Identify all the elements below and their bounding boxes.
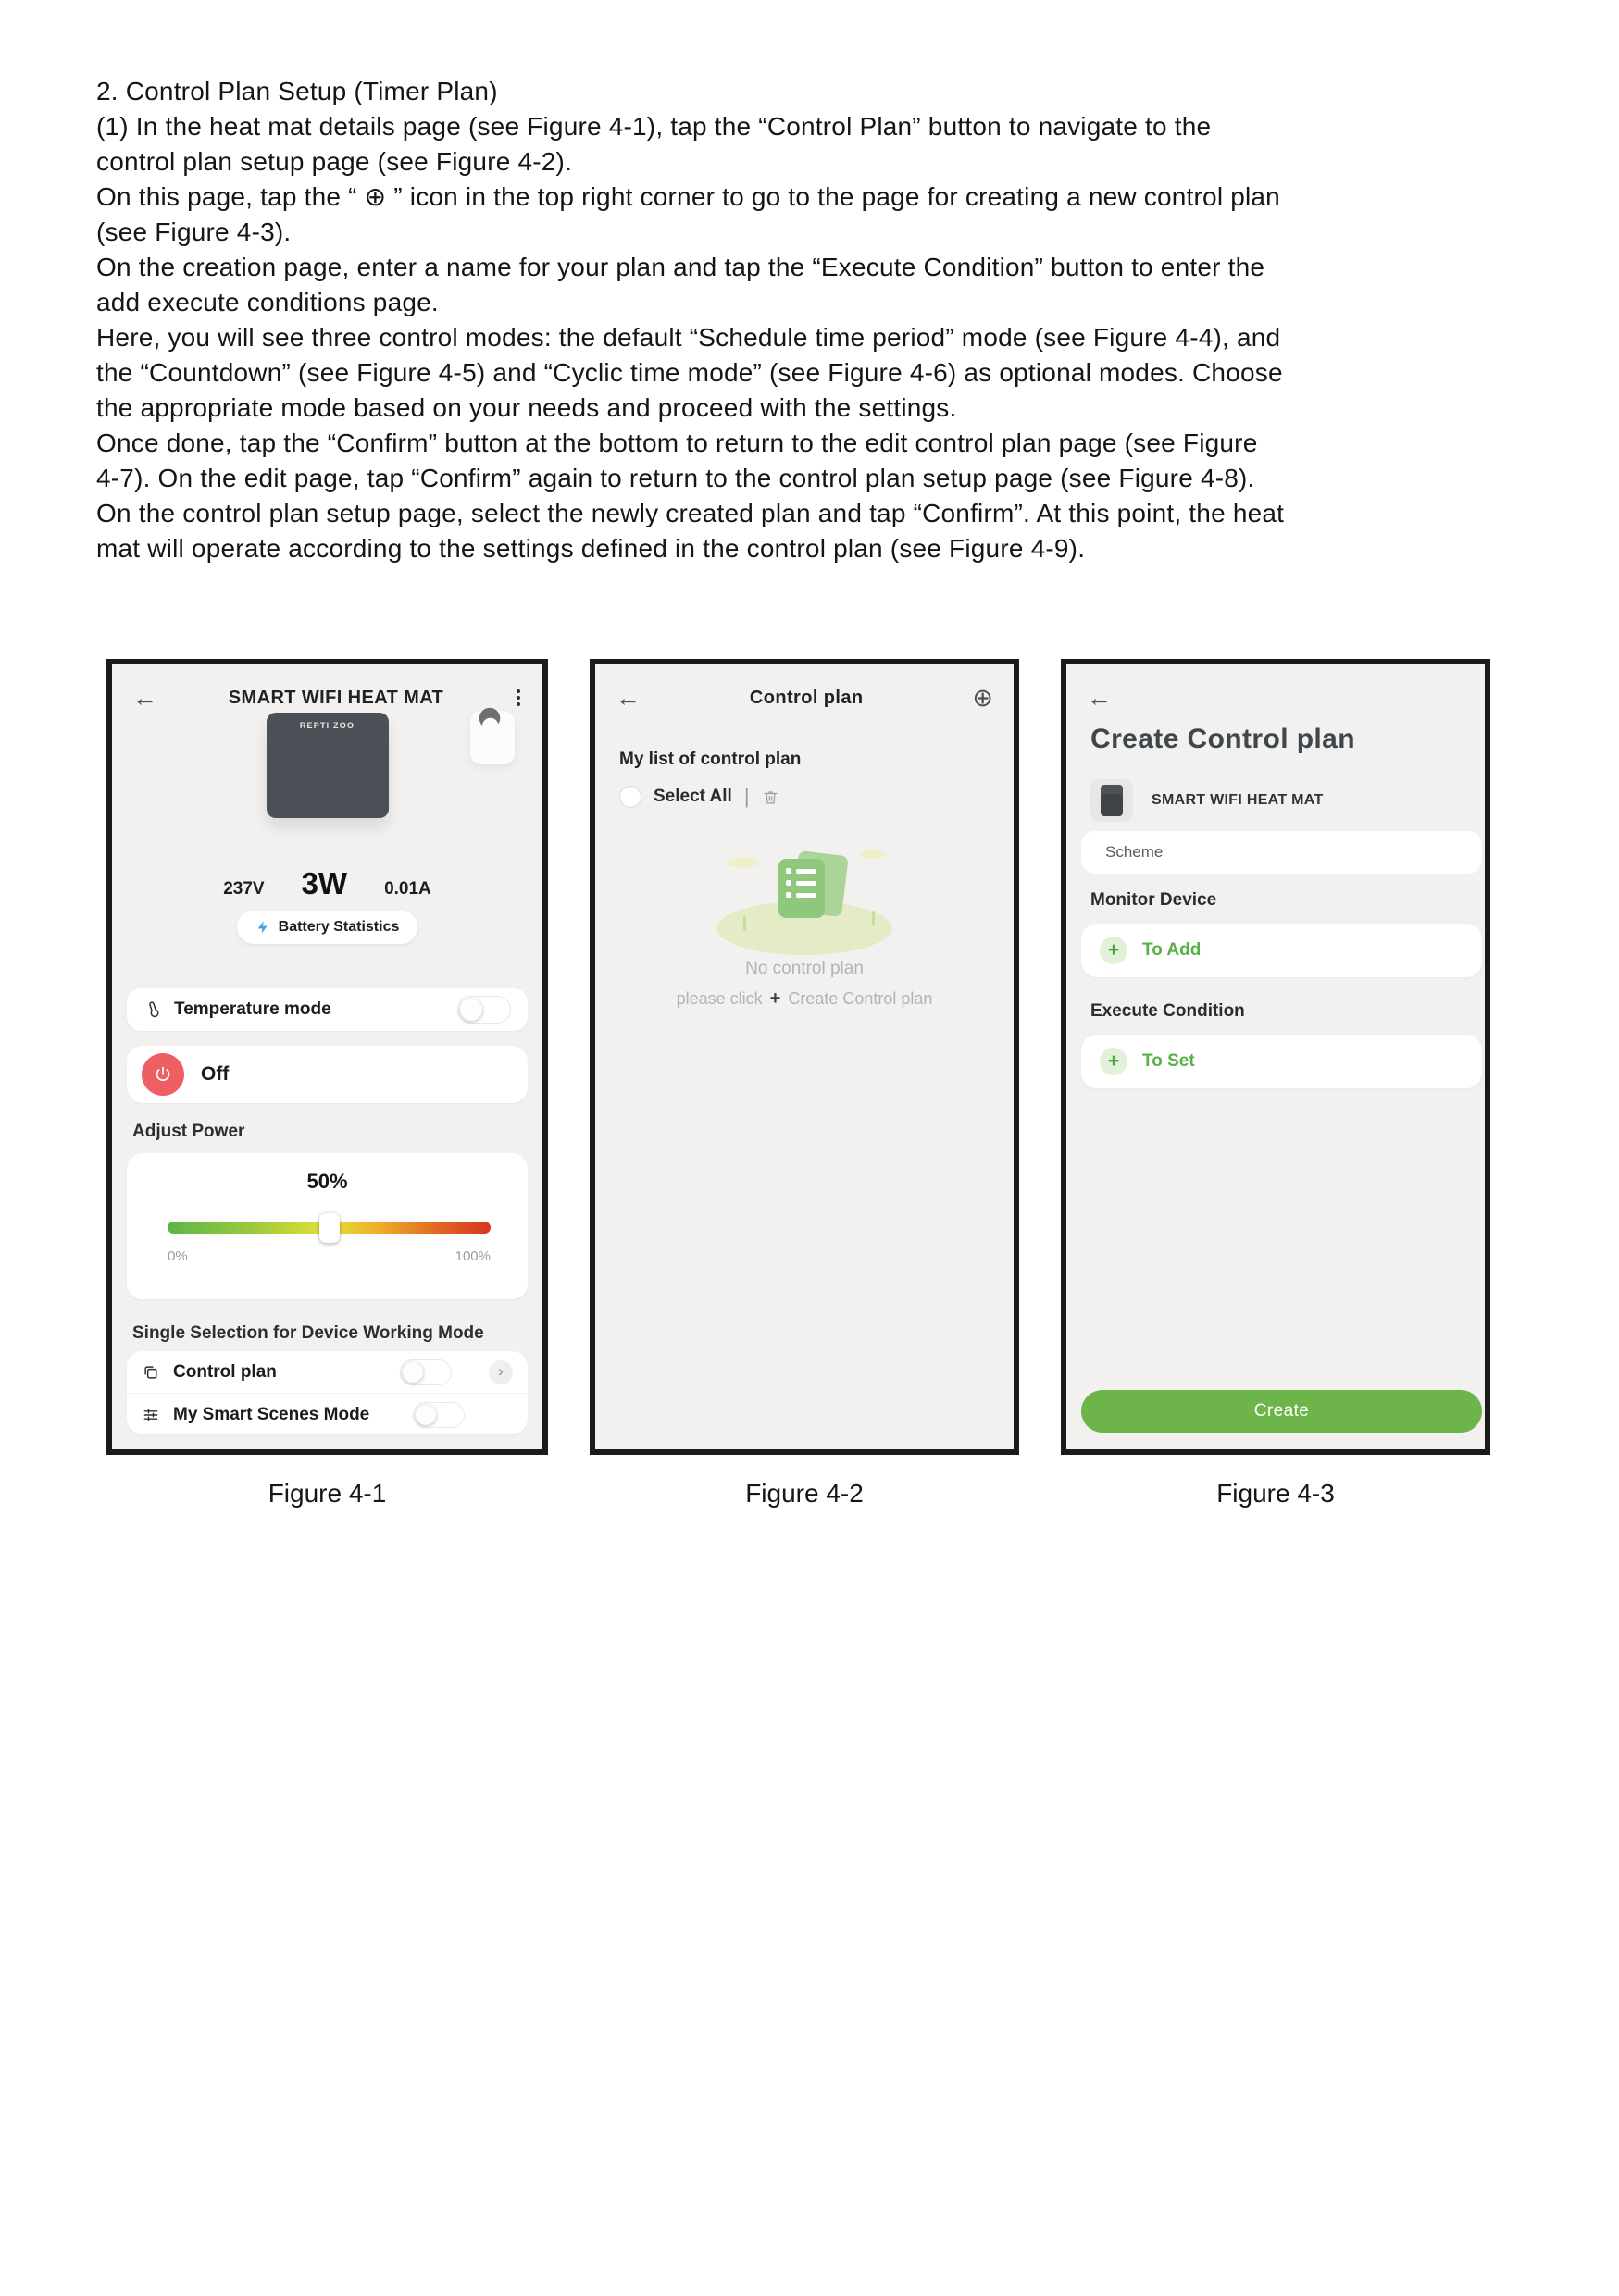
create-button[interactable] [1081, 1390, 1482, 1433]
figure-captions [106, 1479, 1490, 1508]
doc-line: On the control plan setup page, select the newly created plan and tap “Confirm”. At this point, the heat [96, 499, 1285, 527]
device-name: SMART WIFI HEAT MAT [1152, 792, 1324, 808]
figure-caption: Figure 4-1 [268, 1479, 387, 1508]
monitor-device-label: Monitor Device [1090, 890, 1217, 910]
power-slider-track[interactable] [168, 1222, 491, 1234]
thermometer-icon [143, 999, 162, 1020]
power-slider-thumb[interactable] [319, 1213, 340, 1243]
adjust-power-label: Adjust Power [132, 1122, 245, 1141]
heat-mat-image [267, 713, 389, 818]
doc-line: Once done, tap the “Confirm” button at the bottom to return to the edit control plan page (see Figure [96, 428, 1258, 457]
copy-icon [142, 1363, 160, 1382]
phone1-header [132, 685, 522, 711]
empty-state-illustration [703, 848, 906, 955]
smart-scenes-label: My Smart Scenes Mode [173, 1404, 370, 1424]
battery-statistics-button[interactable] [237, 911, 418, 944]
chevron-right-icon[interactable]: › [489, 1360, 513, 1384]
doc-line: 2. Control Plan Setup (Timer Plan) [96, 77, 498, 105]
figure-caption: Figure 4-2 [745, 1479, 864, 1508]
select-all-row [619, 785, 779, 809]
doc-line: control plan setup page (see Figure 4-2). [96, 147, 573, 176]
empty-state-hint [595, 988, 1014, 1010]
phone-screenshot-figure-4-3 [1061, 659, 1490, 1455]
temperature-mode-label: Temperature mode [174, 999, 331, 1019]
working-mode-section-label: Single Selection for Device Working Mode [132, 1323, 484, 1343]
create-button-label: Create [1253, 1401, 1310, 1421]
device-logo: REPTI ZOO [299, 721, 355, 730]
slider-max-label: 100% [455, 1248, 491, 1264]
scheme-input[interactable] [1081, 831, 1482, 874]
doc-line: the “Countdown” (see Figure 4-5) and “Cyclic time mode” (see Figure 4-6) as optional modes. Choose [96, 358, 1283, 387]
sliders-icon [142, 1406, 160, 1424]
working-mode-card [127, 1351, 528, 1434]
to-add-card[interactable] [1081, 924, 1482, 977]
figures-row [106, 659, 1490, 1455]
phone3-header [1087, 685, 1464, 711]
to-set-card[interactable] [1081, 1035, 1482, 1088]
slider-value: 50% [306, 1170, 348, 1193]
hint-suffix: Create Control plan [788, 989, 933, 1008]
empty-state-title: No control plan [745, 959, 864, 978]
doc-line: (1) In the heat mat details page (see Figure 4-1), tap the “Control Plan” button to navigate to the [96, 112, 1212, 141]
plus-icon: + [1100, 937, 1127, 964]
phone2-title: Control plan [749, 687, 864, 708]
doc-line: the appropriate mode based on your needs and proceed with the settings. [96, 393, 957, 422]
hint-prefix: please click [676, 989, 763, 1008]
create-plan-title: Create Control plan [1090, 724, 1355, 754]
phone-screenshot-figure-4-2 [590, 659, 1019, 1455]
phone1-title: SMART WIFI HEAT MAT [228, 687, 444, 708]
power-stats [112, 866, 542, 901]
power-slider-card [127, 1153, 528, 1299]
voltage-value: 237V [223, 879, 265, 899]
doc-line: On this page, tap the “ ⊕ ” icon in the top right corner to go to the page for creating a new control plan [96, 182, 1280, 211]
execute-condition-label: Execute Condition [1090, 1001, 1245, 1021]
doc-line: Here, you will see three control modes: the default “Schedule time period” mode (see Figure 4-4), and [96, 323, 1281, 352]
smart-scenes-row[interactable] [127, 1394, 528, 1435]
power-button[interactable] [142, 1053, 184, 1096]
hint-plus-icon: + [769, 988, 781, 1009]
back-arrow-icon[interactable]: ← [132, 683, 157, 712]
lightning-icon [255, 919, 270, 936]
control-plan-row[interactable] [127, 1351, 528, 1394]
doc-line: On the creation page, enter a name for your plan and tap the “Execute Condition” button to enter the [96, 253, 1265, 281]
to-set-label: To Set [1142, 1051, 1195, 1071]
control-plan-toggle[interactable] [400, 1359, 452, 1385]
select-all-label: Select All [654, 787, 732, 806]
phone2-header [616, 685, 993, 711]
back-arrow-icon[interactable]: ← [616, 683, 641, 712]
control-plan-label: Control plan [173, 1361, 277, 1382]
device-thumbnail [1090, 779, 1133, 822]
battery-statistics-label: Battery Statistics [278, 919, 400, 935]
sleep-mode-card[interactable] [470, 711, 515, 764]
temperature-mode-toggle[interactable] [457, 996, 511, 1024]
phone-screenshot-figure-4-1 [106, 659, 548, 1455]
doc-line: 4-7). On the edit page, tap “Confirm” again to return to the control plan setup page (see Figure 4-8). [96, 464, 1255, 492]
device-row [1090, 779, 1324, 822]
current-value: 0.01A [384, 879, 431, 899]
power-state-label: Off [201, 1063, 230, 1085]
back-arrow-icon[interactable]: ← [1087, 683, 1112, 712]
power-row [127, 1046, 528, 1103]
select-all-radio[interactable] [619, 786, 641, 808]
temperature-mode-row[interactable] [127, 988, 528, 1031]
wattage-value: 3W [301, 866, 348, 900]
doc-line: add execute conditions page. [96, 288, 439, 316]
slider-min-label: 0% [168, 1248, 188, 1264]
figure-caption: Figure 4-3 [1216, 1479, 1335, 1508]
plus-icon: + [1100, 1048, 1127, 1075]
power-icon [153, 1064, 173, 1085]
plan-list-label: My list of control plan [619, 750, 802, 769]
manual-text [96, 74, 1559, 566]
to-add-label: To Add [1142, 940, 1202, 960]
trash-icon[interactable] [762, 788, 779, 806]
add-plan-icon[interactable]: ⊕ [972, 683, 993, 712]
doc-line: mat will operate according to the settings defined in the control plan (see Figure 4-9). [96, 534, 1086, 563]
kebab-menu-icon[interactable] [515, 688, 522, 708]
doc-line: (see Figure 4-3). [96, 217, 292, 246]
smart-scenes-toggle[interactable] [413, 1402, 465, 1428]
divider: | [743, 785, 750, 808]
